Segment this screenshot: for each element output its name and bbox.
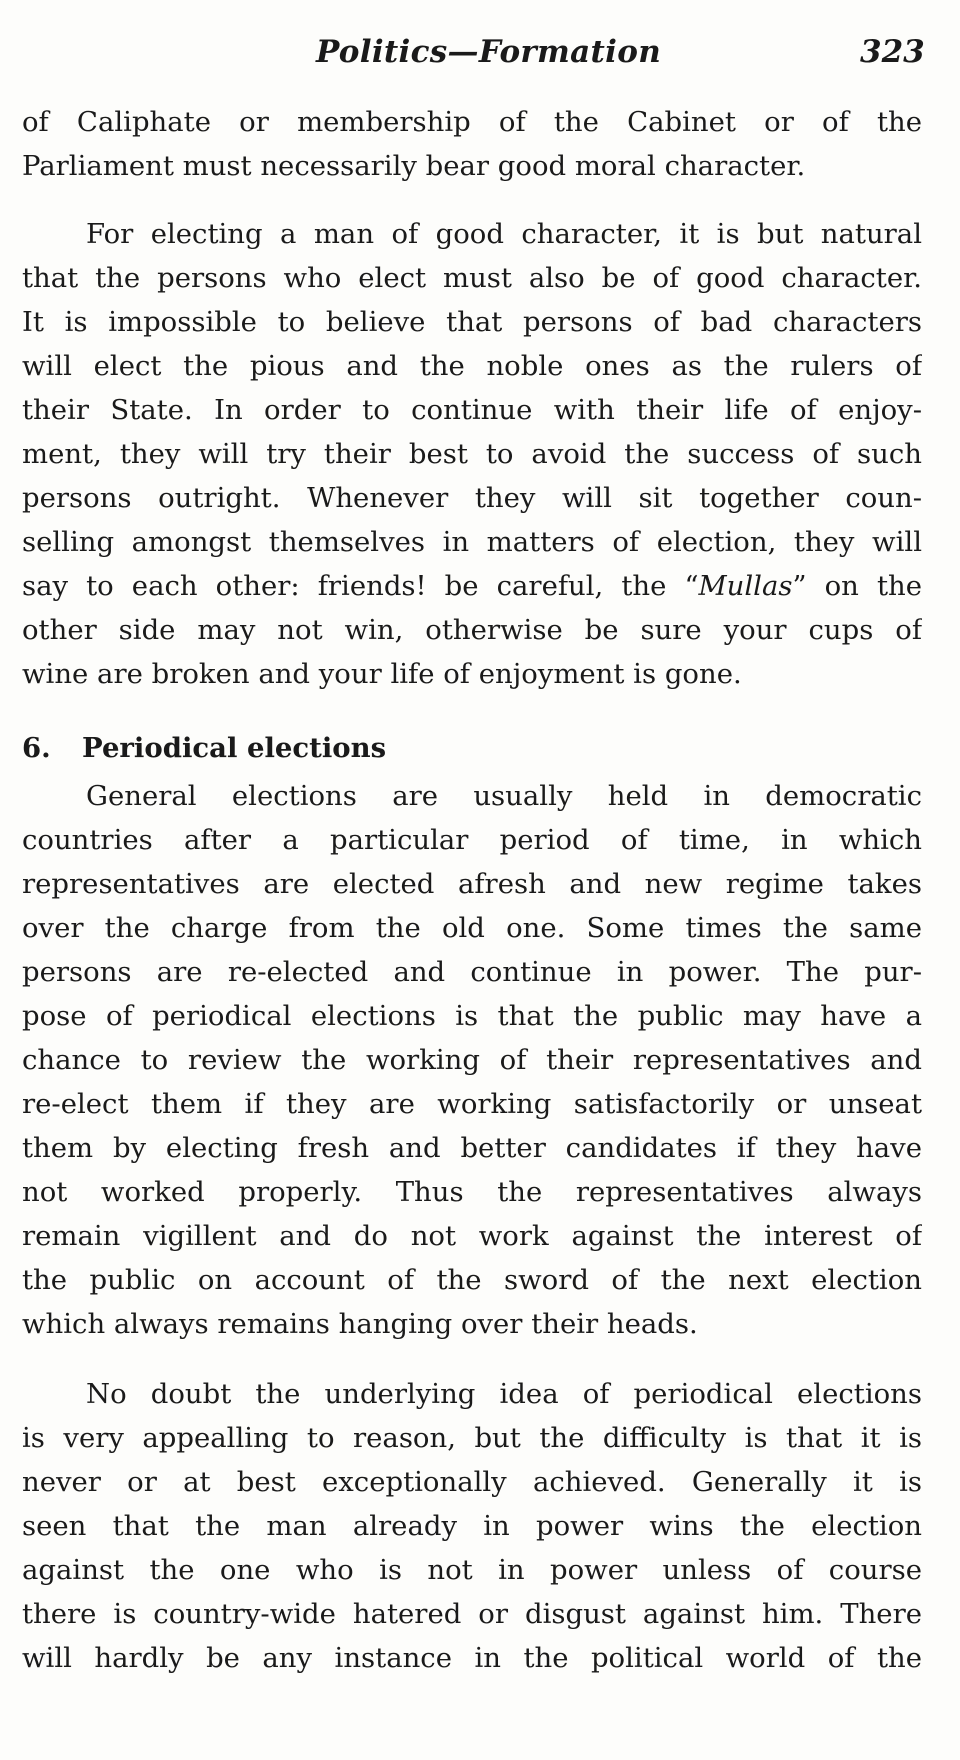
page-number: 323: [860, 34, 925, 70]
text-line: will elect the pious and the noble ones as the rulers of: [22, 350, 922, 382]
text-line: them by electing fresh and better candidates if they have: [22, 1132, 922, 1164]
text-line: representatives are elected afresh and new regime takes: [22, 868, 922, 900]
section-heading: [22, 722, 922, 774]
text-line: which always remains hanging over their heads.: [22, 1308, 698, 1340]
paragraph-2: [22, 212, 922, 696]
page-header: [0, 34, 960, 80]
text-fragment: say to each other: friends! be careful, the “: [22, 570, 699, 602]
text-line: seen that the man already in power wins the election: [22, 1510, 922, 1542]
text-line: re-elect them if they are working satisfactorily or unseat: [22, 1088, 922, 1120]
text-line: their State. In order to continue with their life of enjoy-: [22, 394, 922, 426]
text-line: persons outright. Whenever they will sit together coun-: [22, 482, 922, 514]
section-title: Periodical elections: [82, 732, 387, 764]
text-line: pose of periodical elections is that the public may have a: [22, 1000, 922, 1032]
mullas-emphasis: Mullas: [698, 570, 793, 602]
text-line: Parliament must necessarily bear good moral character.: [22, 150, 806, 182]
text-line: chance to review the working of their representatives and: [22, 1044, 922, 1076]
text-line: not worked properly. Thus the representatives always: [22, 1176, 922, 1208]
text-line: will hardly be any instance in the political world of the: [22, 1642, 922, 1674]
text-line: that the persons who elect must also be of good character.: [22, 262, 922, 294]
section-number: 6.: [22, 732, 51, 764]
paragraph-3: [22, 774, 922, 1346]
text-line: General elections are usually held in democratic: [86, 780, 922, 812]
paragraph-1: [22, 100, 922, 188]
text-line-with-emphasis: [22, 564, 922, 608]
text-line: over the charge from the old one. Some times the same: [22, 912, 922, 944]
text-line: persons are re-elected and continue in power. The pur-: [22, 956, 922, 988]
text-line: there is country-wide hatered or disgust against him. There: [22, 1598, 922, 1630]
text-line: wine are broken and your life of enjoyment is gone.: [22, 658, 742, 690]
paragraph-4: [22, 1372, 922, 1680]
text-line: No doubt the underlying idea of periodical elections: [86, 1378, 922, 1410]
text-line: countries after a particular period of time, in which: [22, 824, 922, 856]
running-title: Politics—Formation: [316, 34, 662, 70]
body-text: [22, 100, 922, 1680]
text-line: against the one who is not in power unless of course: [22, 1554, 922, 1586]
text-line: It is impossible to believe that persons of bad characters: [22, 306, 922, 338]
text-fragment: ” on the: [792, 570, 922, 602]
text-line: remain vigillent and do not work against the interest of: [22, 1220, 922, 1252]
text-line: other side may not win, otherwise be sure your cups of: [22, 614, 922, 646]
text-line: never or at best exceptionally achieved. Generally it is: [22, 1466, 922, 1498]
text-line: the public on account of the sword of the next election: [22, 1264, 922, 1296]
text-line: ment, they will try their best to avoid the success of such: [22, 438, 922, 470]
text-line: is very appealling to reason, but the difficulty is that it is: [22, 1422, 922, 1454]
text-line: selling amongst themselves in matters of election, they will: [22, 526, 922, 558]
text-line: of Caliphate or membership of the Cabinet or of the: [22, 106, 922, 138]
text-line: For electing a man of good character, it is but natural: [86, 218, 922, 250]
